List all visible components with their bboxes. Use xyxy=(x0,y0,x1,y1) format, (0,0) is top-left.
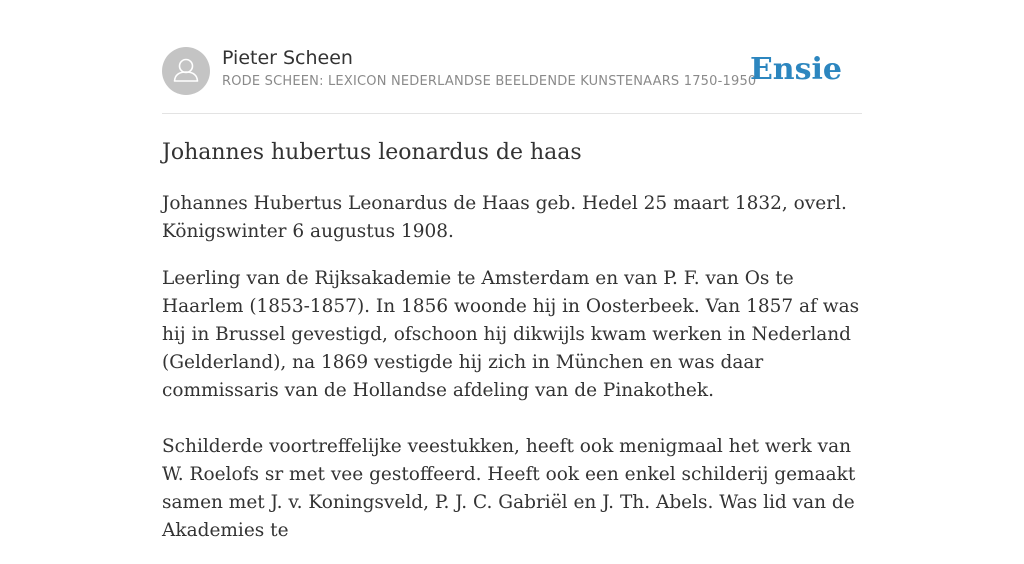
ensie-logo[interactable]: Ensie xyxy=(749,52,842,87)
article-paragraph: Johannes Hubertus Leonardus de Haas geb. Hedel 25 maart 1832, overl. Königswinter 6 augustus 1908. xyxy=(162,193,847,242)
source-title[interactable]: RODE SCHEEN: LEXICON NEDERLANDSE BEELDENDE KUNSTENAARS 1750-1950 xyxy=(222,74,757,89)
author-name[interactable]: Pieter Scheen xyxy=(222,47,353,69)
article-paragraph: Schilderde voortreffelijke veestukken, heeft ook menigmaal het werk van W. Roelofs sr met vee gestoffeerd. Heeft ook een enkel schilderij gemaakt samen met J. v. Koningsveld, P. J. C. Gabriël en J. Th. Abels. Was lid van de Akademies te xyxy=(162,436,856,541)
user-silhouette-icon xyxy=(162,47,210,95)
article-title: Johannes hubertus leonardus de haas xyxy=(162,140,582,165)
article-paragraph: Leerling van de Rijksakademie te Amsterdam en van P. F. van Os te Haarlem (1853-1857). In 1856 woonde hij in Oosterbeek. Van 1857 af was hij in Brussel gevestigd, ofschoon hij dikwijls kwam werken in Nederland (Gelderland), na 1869 vestigde hij zich in München en was daar commissaris van de Hollandse afdeling van de Pinakothek. xyxy=(162,268,860,401)
author-header xyxy=(162,47,862,114)
article-body xyxy=(162,190,866,564)
author-avatar[interactable] xyxy=(162,47,210,95)
